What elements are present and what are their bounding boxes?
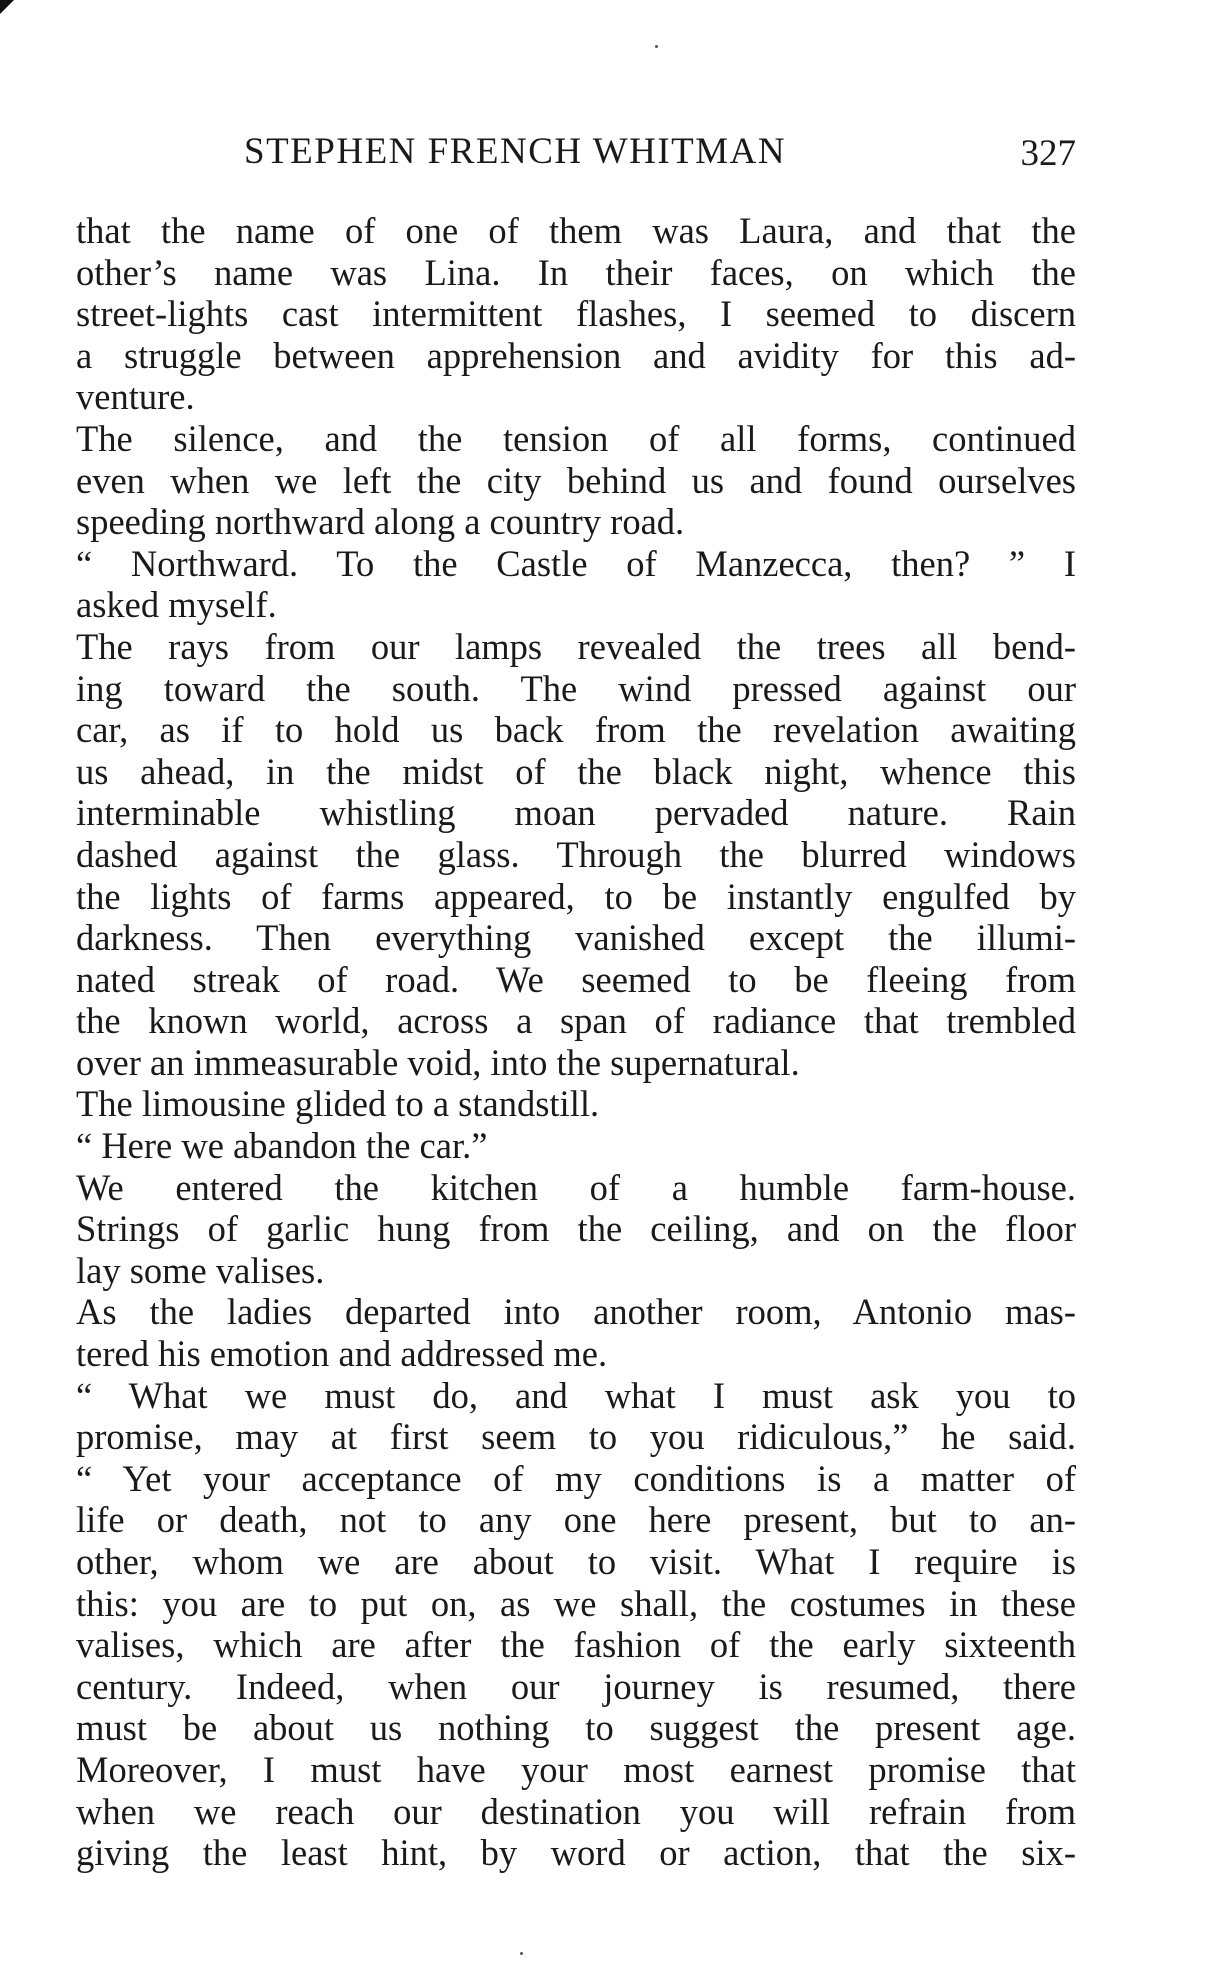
corner-mark <box>0 0 14 14</box>
text-line: “ Yet your acceptance of my conditions is a matter of <box>76 1457 1076 1499</box>
text-line: the known world, across a span of radiance that trembled <box>76 1000 1076 1042</box>
text-line: promise, may at first seem to you ridiculous,” he said. <box>76 1416 1076 1458</box>
text-line: tered his emotion and addressed me. <box>76 1333 608 1375</box>
text-line: life or death, not to any one here present, but to an- <box>76 1499 1076 1541</box>
text-line: the lights of farms appeared, to be instantly engulfed by <box>76 875 1076 917</box>
text-line: even when we left the city behind us and found ourselves <box>76 459 1076 501</box>
text-line: must be about us nothing to suggest the present age. <box>76 1707 1076 1749</box>
text-line: Strings of garlic hung from the ceiling, and on the floor <box>76 1208 1076 1250</box>
page-header <box>76 130 1076 180</box>
text-line: speeding northward along a country road. <box>76 501 685 543</box>
text-line: century. Indeed, when our journey is resumed, there <box>76 1665 1076 1707</box>
text-line: interminable whistling moan pervaded nature. Rain <box>76 792 1076 834</box>
text-line: that the name of one of them was Laura, and that the <box>76 210 1076 251</box>
text-line: valises, which are after the fashion of the early sixteenth <box>76 1624 1076 1666</box>
text-line: The rays from our lamps revealed the trees all bend- <box>76 625 1076 667</box>
text-line: other, whom we are about to visit. What I require is <box>76 1541 1076 1582</box>
text-line: dashed against the glass. Through the blurred windows <box>76 833 1076 875</box>
text-line: this: you are to put on, as we shall, the costumes in these <box>76 1582 1076 1624</box>
text-line: We entered the kitchen of a humble farm-house. <box>76 1166 1076 1208</box>
text-line: venture. <box>76 376 195 418</box>
running-head: STEPHEN FRENCH WHITMAN <box>244 131 787 172</box>
text-line: us ahead, in the midst of the black night, whence this <box>76 750 1076 792</box>
text-line: “ What we must do, and what I must ask you to <box>76 1374 1076 1416</box>
paper-speck <box>520 1952 523 1955</box>
text-line: lay some valises. <box>76 1249 325 1291</box>
text-line: The silence, and the tension of all forms, continued <box>76 417 1076 459</box>
text-line: asked myself. <box>76 584 277 626</box>
text-line: car, as if to hold us back from the revelation awaiting <box>76 709 1076 751</box>
text-line: “ Northward. To the Castle of Manzecca, then? ” I <box>76 542 1076 584</box>
text-line: nated streak of road. We seemed to be fleeing from <box>76 958 1076 1000</box>
page-number: 327 <box>1020 133 1076 174</box>
text-line: ing toward the south. The wind pressed against our <box>76 667 1076 709</box>
text-line: giving the least hint, by word or action, that the six- <box>76 1832 1076 1874</box>
text-line: other’s name was Lina. In their faces, on which the <box>76 251 1076 293</box>
paper-speck <box>655 45 658 48</box>
text-line: street-lights cast intermittent flashes, I seemed to discern <box>76 293 1076 335</box>
text-line: darkness. Then everything vanished except the illumi- <box>76 917 1076 959</box>
text-line: The limousine glided to a standstill. <box>76 1083 600 1125</box>
text-line: a struggle between apprehension and avidity for this ad- <box>76 334 1076 376</box>
text-line: As the ladies departed into another room, Antonio mas- <box>76 1291 1076 1333</box>
text-line: when we reach our destination you will refrain from <box>76 1790 1076 1832</box>
text-line: “ Here we abandon the car.” <box>76 1125 488 1167</box>
body-text <box>76 210 1076 1874</box>
text-line: over an immeasurable void, into the supernatural. <box>76 1041 800 1083</box>
text-line: Moreover, I must have your most earnest promise that <box>76 1748 1076 1790</box>
